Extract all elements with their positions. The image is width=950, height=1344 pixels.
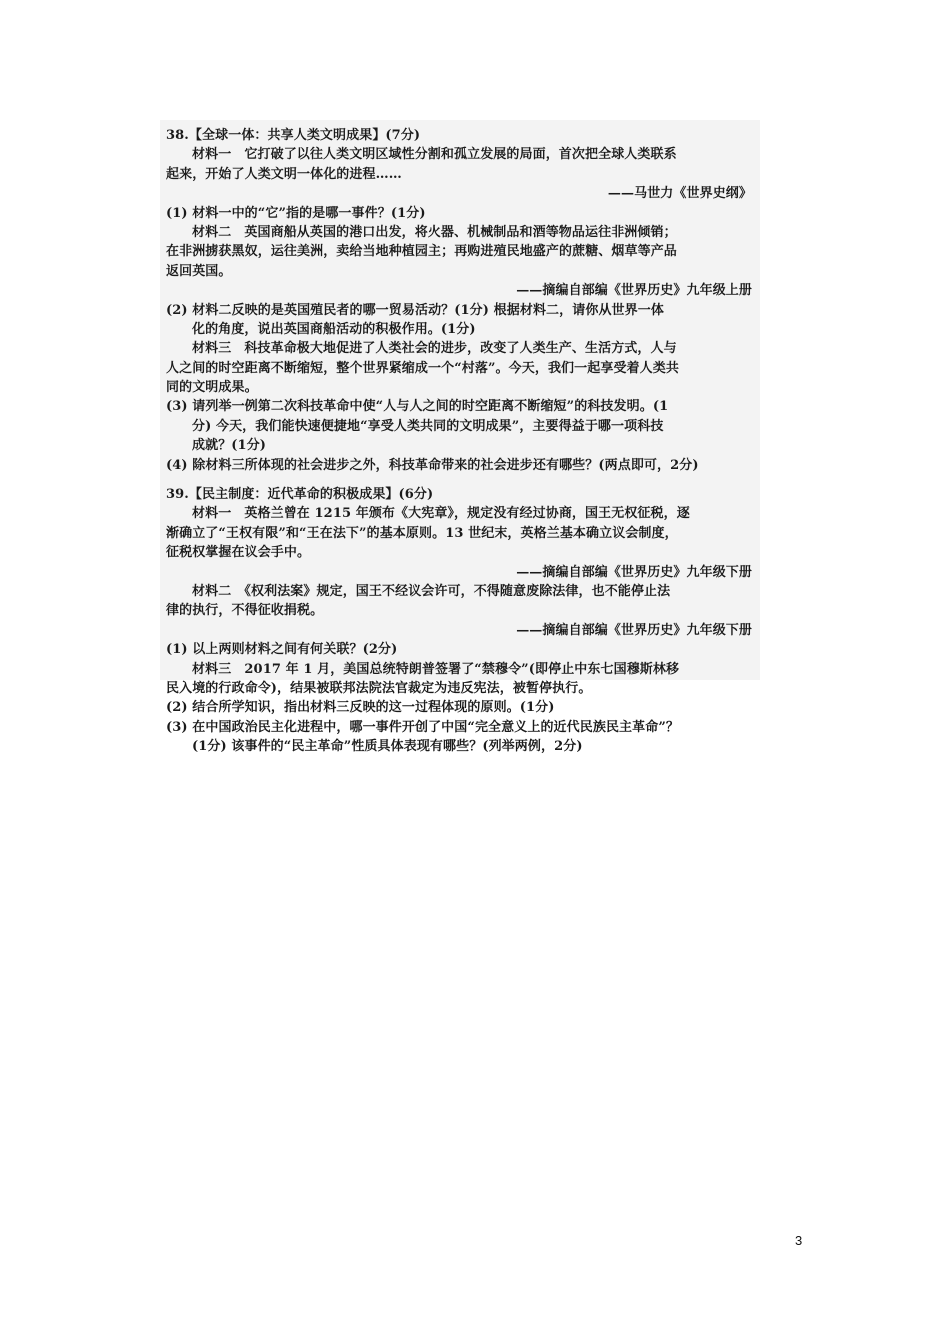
material-2-text: 材料二 《权利法案》规定，国王不经议会许可，不得随意废除法律，也不能停止法 — [192, 583, 671, 599]
sub-question: (3) 请列举一例第二次科技革命中使“人与人之间的时空距离不断缩短”的科技发明。(1 — [166, 399, 669, 415]
sub-question: (1) 材料一中的“它”指的是哪一事件？(1分) — [166, 205, 426, 221]
sub-question: (1) 以上两则材料之间有何关联？(2分) — [166, 642, 398, 658]
material-source: ——摘编自部编《世界历史》九年级上册 — [516, 283, 752, 299]
sub-question: 分) 今天，我们能快速便捷地“享受人类共同的文明成果”，主要得益于哪一项科技 — [192, 418, 664, 434]
question-38-title: 38.【全球一体：共享人类文明成果】(7分) — [166, 128, 421, 143]
sub-question: (2) 材料二反映的是英国殖民者的哪一贸易活动？(1分) 根据材料二，请你从世界一体 — [166, 302, 664, 318]
exam-content — [166, 126, 756, 757]
sub-question: (3) 在中国政治民主化进程中，哪一事件开创了中国“完全意义上的近代民族民主革命”？ — [166, 719, 680, 735]
sub-question: (1分) 该事件的“民主革命”性质具体表现有哪些？(列举两例，2分) — [192, 739, 583, 755]
material-3-text: 民入境的行政命令)，结果被联邦法院法官裁定为违反宪法，被暂停执行。 — [166, 680, 592, 696]
material-source: ——摘编自部编《世界历史》九年级下册 — [516, 622, 752, 638]
sub-question: (2) 结合所学知识，指出材料三反映的这一过程体现的原则。(1分) — [166, 700, 555, 716]
material-1-text: 材料一 它打破了以往人类文明区域性分割和孤立发展的局面，首次把全球人类联系 — [192, 147, 677, 163]
sub-question: 化的角度，说出英国商船活动的积极作用。(1分) — [192, 321, 476, 337]
material-3-text: 同的文明成果。 — [166, 380, 258, 396]
question-39-title: 39.【民主制度：近代革命的积极成果】(6分) — [166, 487, 434, 503]
material-1-text: 渐确立了“王权有限”和“王在法下”的基本原则。13 世纪末，英格兰基本确立议会制度， — [166, 525, 678, 541]
section-gap — [166, 475, 756, 485]
sub-question: (4) 除材料三所体现的社会进步之外，科技革命带来的社会进步还有哪些？(两点即可，2分) — [166, 457, 699, 473]
material-1-text: 起来，开始了人类文明一体化的进程…… — [166, 166, 402, 182]
material-2-text: 材料二 英国商船从英国的港口出发，将火器、机械制品和酒等物品运往非洲倾销； — [192, 224, 677, 240]
page-number: 3 — [795, 1233, 803, 1248]
material-3-text: 材料三 科技革命极大地促进了人类社会的进步，改变了人类生产、生活方式，人与 — [192, 341, 677, 357]
material-source: ——马世力《世界史纲》 — [607, 186, 752, 202]
material-2-text: 在非洲掳获黑奴，运往美洲，卖给当地种植园主；再购进殖民地盛产的蔗糖、烟草等产品 — [166, 244, 677, 260]
material-2-text: 返回英国。 — [166, 263, 232, 279]
material-source: ——摘编自部编《世界历史》九年级下册 — [516, 564, 752, 580]
material-3-text: 人之间的时空距离不断缩短，整个世界紧缩成一个“村落”。今天，我们一起享受着人类共 — [166, 360, 679, 376]
material-2-text: 律的执行，不得征收捐税。 — [166, 603, 324, 619]
sub-question: 成就？(1分) — [192, 438, 267, 454]
material-1-text: 材料一 英格兰曾在 1215 年颁布《大宪章》，规定没有经过协商，国王无权征税，逐 — [192, 506, 690, 522]
material-1-text: 征税权掌握在议会手中。 — [166, 545, 311, 561]
material-3-text: 材料三 2017 年 1 月，美国总统特朗普签署了“禁穆令”(即停止中东七国穆斯林移 — [192, 661, 680, 677]
